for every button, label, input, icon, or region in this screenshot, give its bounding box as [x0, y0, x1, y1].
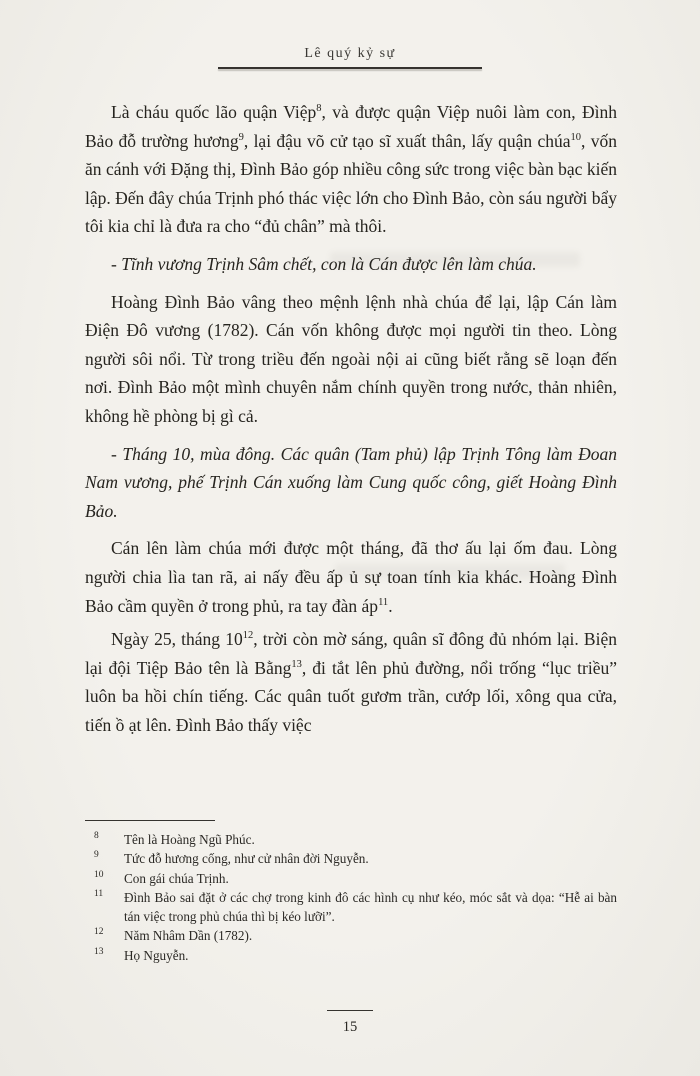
- footnote-number: 8: [94, 831, 99, 841]
- footnote-text: Tên là Hoàng Ngũ Phúc.: [124, 832, 255, 847]
- footnote: [85, 869, 617, 888]
- footnote-separator: [85, 820, 215, 821]
- footnote-ref: 11: [378, 596, 389, 608]
- footnote: [85, 849, 617, 868]
- footnotes-list: [85, 830, 617, 965]
- footnote-number: 10: [94, 869, 104, 880]
- footnote-ref: 9: [238, 131, 244, 143]
- page-number: 15: [342, 1019, 358, 1035]
- entry-heading-paragraph: - Tĩnh vương Trịnh Sâm chết, con là Cán được lên làm chúa.: [111, 253, 537, 274]
- footnote-ref: 13: [291, 658, 302, 670]
- page-footer: [0, 1010, 700, 1037]
- header-rule: [218, 67, 482, 69]
- footnote-text: Họ Nguyễn.: [124, 947, 189, 963]
- body-paragraph: Ngày 25, tháng $10^{12}$, trời còn mờ sáng, quân sĩ đông đủ nhóm lại. Biện lại đội Tiệp Bảo tên là Bằng$^{13}$, đi tắt lên phủ đường, nổi trống “lục triều” luôn ba hồi chín tiếng. Các quân tuốt gươm trần, cướp lối, xông qua cửa, tiến ồ ạt lên. Đình Bảo thấy việc: [85, 629, 617, 735]
- footnote-number: 13: [94, 946, 104, 957]
- entry-heading-paragraph: - Tháng 10, mùa đông. Các quân (Tam phủ) lập Trịnh Tông làm Đoan Nam vương, phế Trịnh Cán xuống làm Cung quốc công, giết Hoàng Đình Bảo.: [85, 443, 617, 521]
- footnotes-section: [85, 820, 617, 965]
- footnote-number: 12: [94, 927, 104, 938]
- footnote-number: 9: [94, 850, 99, 861]
- page-header: [0, 46, 700, 69]
- footer-rule: [327, 1010, 373, 1012]
- footnote-number: 11: [94, 888, 104, 899]
- body-text: [85, 98, 617, 744]
- footnote-ref: 10: [570, 131, 582, 143]
- footnote-text: Đình Bảo sai đặt ở các chợ trong kinh đô các hình cụ như kéo, móc sắt và dọa: “Hễ ai bàn tán việc trong phủ chúa thì bị kéo lưỡi”.: [124, 889, 617, 925]
- footnote-ref: 12: [242, 630, 254, 642]
- footnote-ref: 8: [316, 103, 322, 115]
- footnote: [85, 888, 617, 927]
- footnote: [85, 830, 617, 849]
- footnote-text: Tức đỗ hương cống, như cử nhân đời Nguyễn.: [124, 851, 369, 867]
- body-paragraph: Hoàng Đình Bảo vâng theo mệnh lệnh nhà chúa để lại, lập Cán làm Điện Đô vương (1782). Cán vốn không được mọi người tin theo. Lòng người sôi nổi. Từ trong triều đến ngoài nội ai cũng biết rằng sẽ loạn đến nơi. Đình Bảo một mình chuyên nắm chính quyền trong nước, thản nhiên, không hề phòng bị gì cả.: [85, 291, 617, 426]
- body-paragraph: Là cháu quốc lão quận Việp$^8$, và được quận Việp nuôi làm con, Đình Bảo đỗ trường hương$^9$, lại đậu võ cử tạo sĩ xuất thân, lấy quận chúa$^{10}$, vốn ăn cánh với Đặng thị, Đình Bảo góp nhiều công sức trong việc bàn bạc kiến lập. Đến đây chúa Trịnh phó thác việc lớn cho Đình Bảo, còn sáu người bẩy tôi kia chỉ là đưa ra cho “đủ chân” mà thôi.: [85, 102, 618, 237]
- running-header-title: Lê quý kỷ sự: [304, 46, 396, 61]
- footnote: [85, 946, 617, 965]
- footnote-text: Con gái chúa Trịnh.: [124, 870, 229, 886]
- body-paragraph: Cán lên làm chúa mới được một tháng, đã thơ ấu lại ốm đau. Lòng người chia lìa tan rã, ai nấy đều ấp ủ sự toan tính kia khác. Hoàng Đình Bảo cầm quyền ở trong phủ, ra tay đàn $áp^{11}$.: [85, 538, 617, 616]
- footnote: [85, 926, 617, 945]
- footnote-text: Năm Nhâm Dần (1782).: [124, 928, 253, 944]
